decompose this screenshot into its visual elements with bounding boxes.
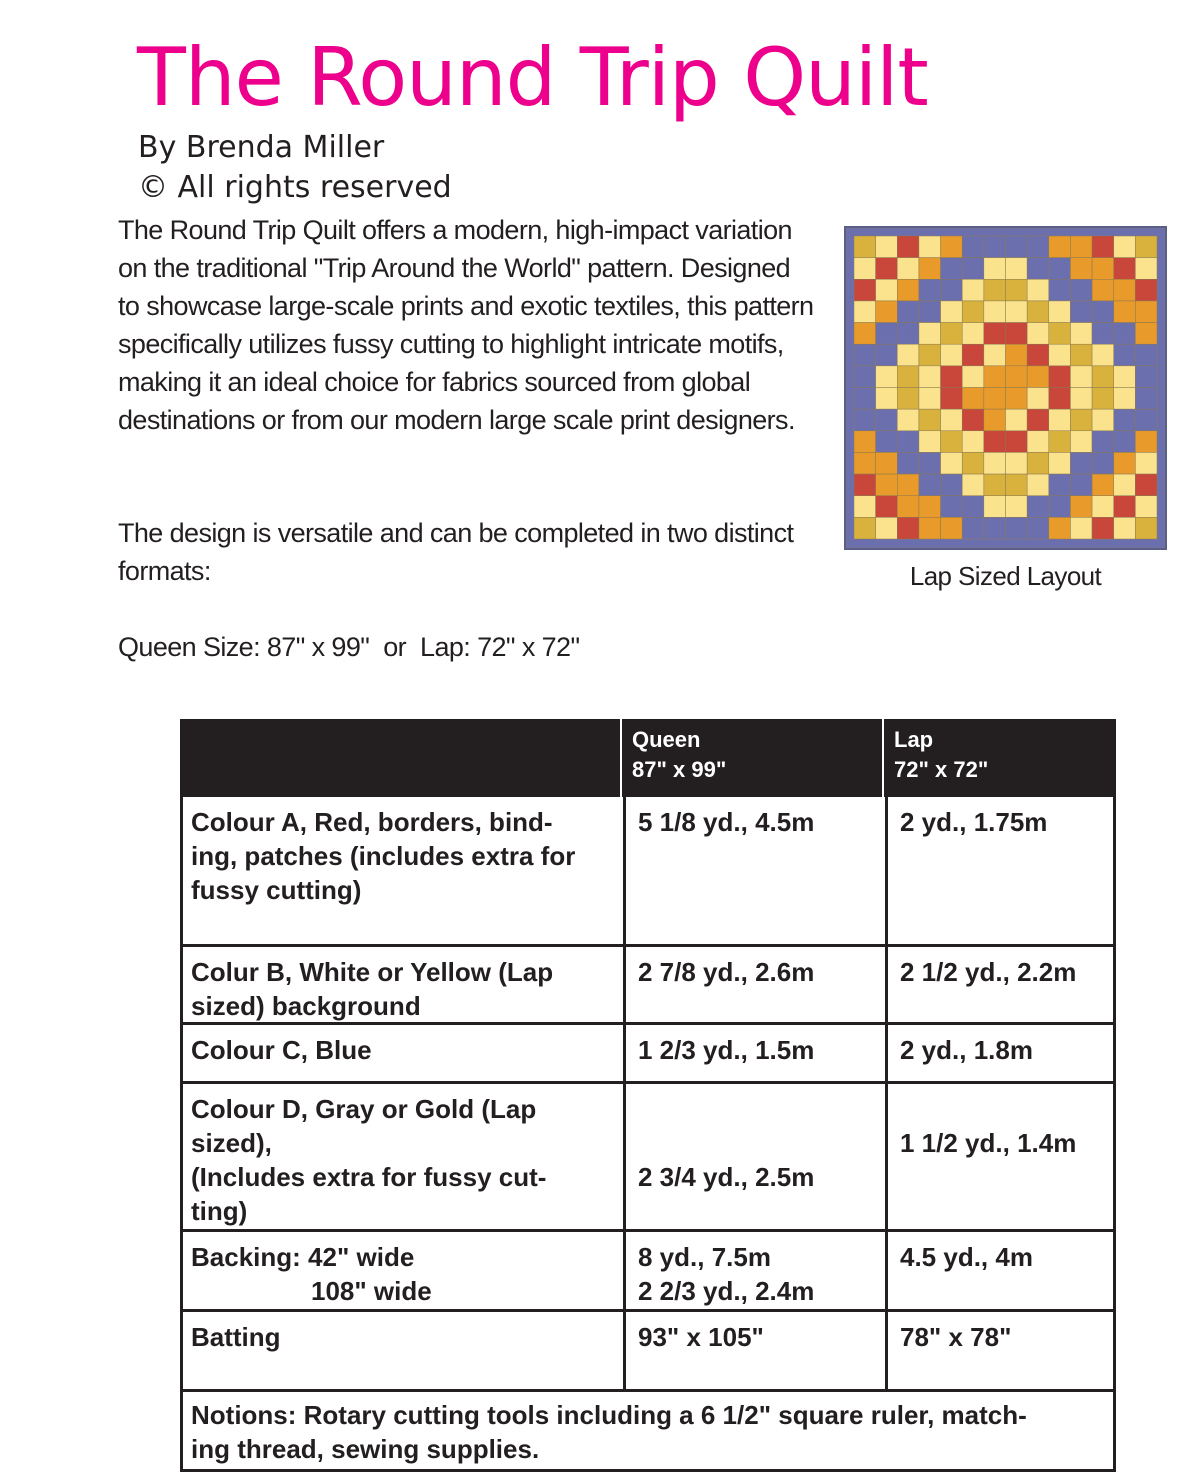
material-line: 108" wide	[311, 1276, 432, 1306]
quilt-patch	[1049, 431, 1071, 453]
lap-cell	[885, 1232, 1113, 1309]
queen-value: 93" x 105"	[638, 1322, 764, 1352]
quilt-patch	[876, 388, 898, 410]
quilt-patch	[876, 474, 898, 496]
quilt-patch	[1006, 301, 1028, 323]
quilt-patch	[876, 301, 898, 323]
quilt-patch	[1027, 388, 1049, 410]
quilt-patch	[876, 409, 898, 431]
quilt-patch	[1135, 258, 1157, 280]
quilt-patch	[941, 474, 963, 496]
quilt-patch	[1092, 344, 1114, 366]
material-line: sized) background	[191, 991, 421, 1021]
material-line: Colur B, White or Yellow (Lap	[191, 957, 554, 987]
quilt-patch	[854, 388, 876, 410]
quilt-patch	[984, 366, 1006, 388]
quilt-patch	[1114, 496, 1136, 518]
figure-caption: Lap Sized Layout	[909, 561, 1102, 591]
quilt-patch	[1006, 279, 1028, 301]
queen-cell	[623, 1232, 885, 1309]
quilt-patch	[854, 431, 876, 453]
quilt-patch	[941, 258, 963, 280]
table-row	[180, 1312, 1116, 1392]
quilt-patch	[1070, 452, 1092, 474]
quilt-patch	[984, 496, 1006, 518]
quilt-patch	[984, 431, 1006, 453]
quilt-patch	[1114, 344, 1136, 366]
quilt-patch	[876, 279, 898, 301]
quilt-patch	[1006, 431, 1028, 453]
material-line: ing, patches (includes extra for	[191, 841, 576, 871]
quilt-patch	[962, 474, 984, 496]
quilt-patch	[1114, 301, 1136, 323]
header-divider	[882, 719, 884, 797]
quilt-patch	[854, 236, 876, 258]
quilt-patch	[1027, 279, 1049, 301]
quilt-patch	[854, 517, 876, 539]
quilt-patch	[1092, 323, 1114, 345]
quilt-patch	[941, 301, 963, 323]
quilt-patch	[854, 258, 876, 280]
quilt-patch	[1114, 323, 1136, 345]
quilt-patch	[897, 431, 919, 453]
quilt-patch	[962, 452, 984, 474]
quilt-patch	[941, 452, 963, 474]
quilt-patch	[1049, 452, 1071, 474]
table-row	[180, 1025, 1116, 1084]
lap-cell	[885, 797, 1113, 944]
lap-cell	[885, 1312, 1113, 1389]
quilt-patch	[919, 388, 941, 410]
quilt-patch	[1092, 258, 1114, 280]
quilt-patch	[1049, 279, 1071, 301]
quilt-patch	[876, 323, 898, 345]
lap-value: 2 yd., 1.8m	[900, 1035, 1033, 1065]
materials-table	[180, 719, 1116, 1472]
quilt-patch	[919, 496, 941, 518]
author-byline: By Brenda Miller	[138, 130, 385, 165]
quilt-patch	[919, 366, 941, 388]
queen-value: 1 2/3 yd., 1.5m	[638, 1035, 815, 1065]
quilt-patch	[1049, 301, 1071, 323]
quilt-patch	[1070, 279, 1092, 301]
quilt-patch	[1070, 301, 1092, 323]
quilt-patch	[1027, 452, 1049, 474]
quilt-patch	[854, 344, 876, 366]
quilt-patch	[941, 496, 963, 518]
quilt-patch	[897, 388, 919, 410]
material-line: (Includes extra for fussy cut-	[191, 1162, 547, 1192]
formats-paragraph: The design is versatile and can be completed in two distinct formats:	[118, 518, 794, 586]
quilt-patch	[1092, 301, 1114, 323]
quilt-patch	[1114, 474, 1136, 496]
queen-value: 2 2/3 yd., 2.4m	[638, 1276, 815, 1306]
quilt-patch	[876, 452, 898, 474]
quilt-patch	[984, 517, 1006, 539]
quilt-patch	[876, 517, 898, 539]
quilt-patch	[854, 496, 876, 518]
queen-cell	[623, 1084, 885, 1229]
quilt-patch	[1049, 409, 1071, 431]
header-lap-name: Lap	[894, 727, 934, 752]
quilt-patch	[1135, 388, 1157, 410]
quilt-patch	[919, 236, 941, 258]
quilt-patch	[1092, 388, 1114, 410]
quilt-patch	[1006, 236, 1028, 258]
quilt-patch	[876, 496, 898, 518]
quilt-patch	[897, 344, 919, 366]
lap-value: 4.5 yd., 4m	[900, 1242, 1033, 1272]
quilt-patch	[1006, 366, 1028, 388]
quilt-patch	[897, 236, 919, 258]
intro-paragraph: The Round Trip Quilt offers a modern, high-impact variation on the traditional "Trip Around the World" pattern. Designed to showcase large-scale prints and exotic textiles, this pattern specifically utilizes fussy cutting to highlight intricate motifs, making it an ideal choice for fabrics sourced from global destinations or from our modern large scale print designers.	[118, 215, 814, 435]
quilt-patch	[962, 388, 984, 410]
quilt-patch	[1135, 366, 1157, 388]
quilt-patch	[919, 452, 941, 474]
material-line: Colour D, Gray or Gold (Lap	[191, 1094, 537, 1124]
notions-line: Notions: Rotary cutting tools including a 6 1/2" square ruler, match-	[191, 1400, 1027, 1430]
quilt-patch	[1135, 301, 1157, 323]
notions-line: ing thread, sewing supplies.	[191, 1434, 540, 1464]
quilt-patch	[1092, 517, 1114, 539]
quilt-patch	[1135, 517, 1157, 539]
quilt-patch	[1027, 236, 1049, 258]
quilt-patch	[1006, 474, 1028, 496]
quilt-patch	[962, 236, 984, 258]
quilt-patch	[962, 301, 984, 323]
quilt-patch	[1027, 366, 1049, 388]
quilt-patch	[1006, 517, 1028, 539]
quilt-patch	[1114, 388, 1136, 410]
quilt-patch	[962, 409, 984, 431]
quilt-patch	[1027, 496, 1049, 518]
quilt-patch	[1135, 344, 1157, 366]
quilt-pattern-illustration	[846, 228, 1165, 548]
quilt-patch	[1006, 496, 1028, 518]
quilt-patch	[897, 323, 919, 345]
quilt-patch	[962, 323, 984, 345]
quilt-patch	[897, 496, 919, 518]
quilt-patch	[941, 344, 963, 366]
lap-cell	[885, 1025, 1113, 1081]
quilt-patch	[1135, 431, 1157, 453]
quilt-patch	[1135, 496, 1157, 518]
page-title: The Round Trip Quilt	[137, 31, 928, 124]
quilt-patch	[1114, 279, 1136, 301]
quilt-patch	[897, 409, 919, 431]
quilt-patch	[897, 301, 919, 323]
quilt-patch	[897, 474, 919, 496]
quilt-patch	[1006, 258, 1028, 280]
quilt-patch	[1070, 323, 1092, 345]
header-divider	[620, 719, 622, 797]
quilt-patch	[1006, 452, 1028, 474]
copyright-notice: © All rights reserved	[138, 170, 452, 205]
lap-size-text: Lap: 72" x 72"	[420, 632, 580, 662]
quilt-patch	[876, 431, 898, 453]
quilt-patch	[1027, 323, 1049, 345]
material-line: Backing: 42" wide	[191, 1242, 415, 1272]
lap-quilt-layout-image	[844, 226, 1167, 550]
quilt-patch	[1049, 258, 1071, 280]
table-row	[180, 1084, 1116, 1232]
queen-cell	[623, 947, 885, 1022]
quilt-patch	[1135, 452, 1157, 474]
quilt-patch	[984, 279, 1006, 301]
quilt-patch	[1092, 452, 1114, 474]
queen-value: 2 3/4 yd., 2.5m	[638, 1162, 815, 1192]
quilt-patch	[876, 366, 898, 388]
material-line: Batting	[191, 1322, 281, 1352]
material-line: ting)	[191, 1196, 248, 1226]
quilt-patch	[1092, 431, 1114, 453]
quilt-patch	[919, 279, 941, 301]
or-text: or	[383, 632, 407, 662]
quilt-patch	[1070, 236, 1092, 258]
table-row	[180, 797, 1116, 947]
quilt-patch	[1092, 236, 1114, 258]
quilt-patch	[941, 236, 963, 258]
queen-value: 5 1/8 yd., 4.5m	[638, 807, 815, 837]
quilt-patch	[1006, 409, 1028, 431]
material-cell	[183, 797, 623, 944]
quilt-patch	[984, 409, 1006, 431]
lap-cell	[885, 947, 1113, 1022]
quilt-patch	[1114, 517, 1136, 539]
quilt-patch	[1049, 388, 1071, 410]
queen-cell	[623, 1312, 885, 1389]
quilt-patch	[876, 344, 898, 366]
quilt-patch	[919, 344, 941, 366]
material-line: sized),	[191, 1128, 272, 1158]
quilt-patch	[1049, 517, 1071, 539]
material-line: fussy cutting)	[191, 875, 362, 905]
quilt-patch	[1135, 323, 1157, 345]
quilt-patch	[1027, 301, 1049, 323]
quilt-patch	[1092, 474, 1114, 496]
quilt-patch	[984, 474, 1006, 496]
material-line: Colour A, Red, borders, bind-	[191, 807, 553, 837]
quilt-patch	[1092, 366, 1114, 388]
quilt-patch	[941, 388, 963, 410]
quilt-patch	[919, 409, 941, 431]
quilt-patch	[1049, 236, 1071, 258]
quilt-patch	[854, 301, 876, 323]
quilt-patch	[1135, 236, 1157, 258]
quilt-patch	[984, 452, 1006, 474]
quilt-patch	[1027, 431, 1049, 453]
quilt-patch	[897, 517, 919, 539]
quilt-patch	[1049, 344, 1071, 366]
quilt-patch	[1114, 431, 1136, 453]
quilt-patch	[1070, 474, 1092, 496]
quilt-patch	[984, 258, 1006, 280]
material-cell	[183, 1312, 623, 1389]
quilt-patch	[1027, 258, 1049, 280]
quilt-patch	[1070, 496, 1092, 518]
quilt-patch	[941, 431, 963, 453]
quilt-patch	[897, 258, 919, 280]
quilt-patch	[1049, 366, 1071, 388]
quilt-patch	[941, 279, 963, 301]
quilt-patch	[1114, 409, 1136, 431]
quilt-patch	[876, 258, 898, 280]
quilt-patch	[941, 366, 963, 388]
quilt-patch	[1114, 366, 1136, 388]
quilt-patch	[941, 517, 963, 539]
material-cell	[183, 1084, 623, 1229]
quilt-patch	[1092, 409, 1114, 431]
quilt-patch	[854, 366, 876, 388]
header-queen-name: Queen	[632, 727, 701, 752]
header-lap-size: 72" x 72"	[894, 757, 989, 782]
quilt-patch	[984, 236, 1006, 258]
quilt-patch	[962, 517, 984, 539]
quilt-patch	[876, 236, 898, 258]
lap-value: 78" x 78"	[900, 1322, 1012, 1352]
material-cell	[183, 947, 623, 1022]
material-cell	[183, 1232, 623, 1309]
quilt-patch	[1070, 431, 1092, 453]
material-line: Colour C, Blue	[191, 1035, 372, 1065]
quilt-patch	[854, 409, 876, 431]
quilt-patch	[1092, 279, 1114, 301]
quilt-patch	[1049, 323, 1071, 345]
quilt-patch	[1092, 496, 1114, 518]
quilt-patch	[1027, 344, 1049, 366]
quilt-patch	[854, 474, 876, 496]
quilt-patch	[1114, 258, 1136, 280]
quilt-patch	[897, 366, 919, 388]
quilt-patch	[962, 258, 984, 280]
size-options	[118, 628, 579, 666]
quilt-patch	[1070, 366, 1092, 388]
quilt-patch	[919, 323, 941, 345]
quilt-patch	[962, 496, 984, 518]
quilt-patch	[984, 323, 1006, 345]
queen-cell	[623, 1025, 885, 1081]
quilt-patch	[854, 452, 876, 474]
quilt-patch	[962, 279, 984, 301]
quilt-patch	[984, 301, 1006, 323]
quilt-patch	[1006, 388, 1028, 410]
quilt-patch	[1027, 474, 1049, 496]
quilt-patch	[1027, 517, 1049, 539]
quilt-patch	[1027, 409, 1049, 431]
quilt-patch	[854, 279, 876, 301]
quilt-patch	[984, 344, 1006, 366]
quilt-patch	[919, 301, 941, 323]
quilt-patch	[897, 279, 919, 301]
quilt-patch	[1070, 517, 1092, 539]
quilt-patch	[1049, 474, 1071, 496]
quilt-patch	[1114, 452, 1136, 474]
quilt-patch	[1006, 323, 1028, 345]
queen-value: 8 yd., 7.5m	[638, 1242, 771, 1272]
table-row	[180, 947, 1116, 1025]
quilt-patch	[1114, 236, 1136, 258]
queen-cell	[623, 797, 885, 944]
quilt-patch	[962, 366, 984, 388]
quilt-patch	[919, 474, 941, 496]
quilt-patch	[919, 517, 941, 539]
table-header	[180, 719, 1116, 797]
quilt-patch	[854, 323, 876, 345]
quilt-patch	[962, 431, 984, 453]
quilt-patch	[1135, 474, 1157, 496]
lap-value: 2 yd., 1.75m	[900, 807, 1048, 837]
quilt-patch	[1049, 496, 1071, 518]
quilt-patch	[1135, 409, 1157, 431]
header-lap	[894, 725, 988, 785]
quilt-patch	[1070, 409, 1092, 431]
quilt-patch	[941, 323, 963, 345]
lap-value: 2 1/2 yd., 2.2m	[900, 957, 1077, 987]
quilt-patch	[897, 452, 919, 474]
material-cell	[183, 1025, 623, 1081]
header-queen-size: 87" x 99"	[632, 757, 727, 782]
quilt-patch	[984, 388, 1006, 410]
quilt-patch	[1070, 258, 1092, 280]
quilt-patch	[1070, 344, 1092, 366]
quilt-patch	[1070, 388, 1092, 410]
quilt-patch	[919, 258, 941, 280]
notions-row	[180, 1392, 1116, 1472]
queen-size-text: Queen Size: 87" x 99"	[118, 632, 370, 662]
queen-value: 2 7/8 yd., 2.6m	[638, 957, 815, 987]
quilt-patch	[941, 409, 963, 431]
quilt-patch	[1006, 344, 1028, 366]
quilt-patch	[919, 431, 941, 453]
lap-value: 1 1/2 yd., 1.4m	[900, 1128, 1077, 1158]
quilt-patch	[962, 344, 984, 366]
quilt-patch	[1135, 279, 1157, 301]
lap-cell	[885, 1084, 1113, 1229]
table-row	[180, 1232, 1116, 1312]
header-queen	[632, 725, 726, 785]
